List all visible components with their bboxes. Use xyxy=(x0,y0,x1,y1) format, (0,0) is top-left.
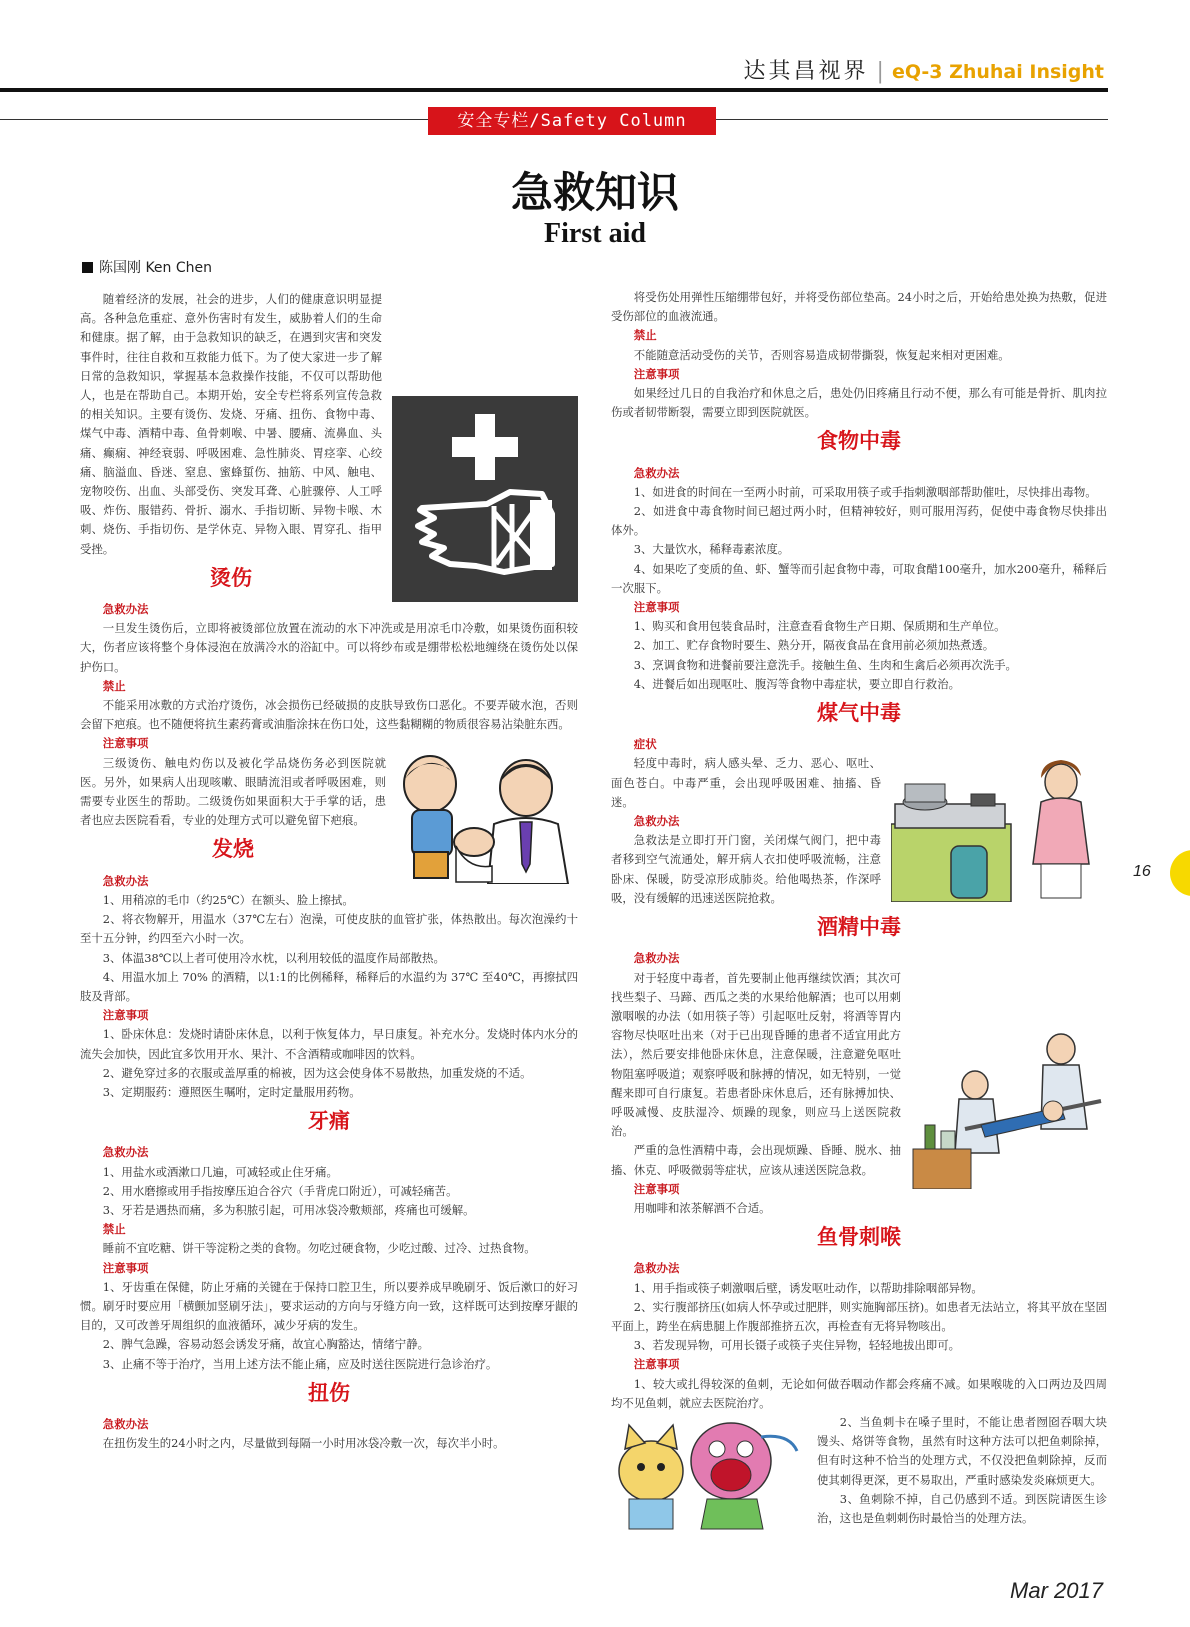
toothache-forbid: 睡前不宜吃糖、饼干等淀粉之类的食物。勿吃过硬食物，少吃过酸、过冷、过热食物。 xyxy=(102,1241,536,1256)
label-note: 注意事项 xyxy=(633,1357,680,1372)
label-note: 注意事项 xyxy=(633,600,680,615)
toothache-method-item: 3、牙若是遇热而痛，多为积脓引起，可用冰袋冷敷颊部，疼痛也可缓解。 xyxy=(102,1202,475,1217)
section-title-burn: 烫伤 xyxy=(210,565,252,590)
column-badge: 安全专栏/Safety Column xyxy=(428,107,716,135)
toothache-note-item: 1、牙齿重在保健，防止牙痛的关键在于保持口腔卫生，所以要养成早晚刷牙、饭后漱口的好习惯。刷牙时要应用「横颤加竖刷牙法」，要求运动的方向与牙缝方向一致，这样既可达到按摩牙龈的目的，又可改善牙周组织的血液循环，减少牙病的发生。 xyxy=(80,1279,578,1333)
toothache-note-item: 3、止痛不等于治疗，当用上述方法不能止痛，应及时送往医院进行急诊治疗。 xyxy=(102,1356,498,1371)
sprain-note: 如果经过几日的自我治疗和休息之后，患处仍旧疼痛且行动不便，那么有可能是骨折、肌肉拉伤或者韧带断裂，需要立即到医院就医。 xyxy=(611,386,1107,420)
label-note: 注意事项 xyxy=(102,736,149,751)
label-method: 急救办法 xyxy=(633,1261,680,1276)
label-note: 注意事项 xyxy=(102,1008,149,1023)
page-number: 16 xyxy=(1133,863,1151,880)
page-tab-marker xyxy=(1170,850,1190,896)
label-forbid: 禁止 xyxy=(102,678,126,693)
brand-english: eQ-3 Zhuhai Insight xyxy=(891,61,1104,83)
burn-method: 一旦发生烫伤后，立即将被烫部位放置在流动的水下冲洗或是用凉毛巾冷敷，如果烫伤面积较大，伤者应该将整个身体浸泡在放满冷水的浴缸中。可以将纱布或是绷带松松地缠绕在烫伤处以保护伤口。 xyxy=(80,621,578,674)
intro-paragraph xyxy=(80,290,578,559)
burn-forbid: 不能采用冰敷的方式治疗烫伤，冰会损伤已经破损的皮肤导致伤口恶化。不要弄破水泡，否则会留下疤痕。也不随便将抗生素药膏或油脂涂抹在伤口处，这些黏糊糊的物质很容易沾染脏东西。 xyxy=(80,698,578,732)
label-note: 注意事项 xyxy=(633,366,680,381)
gas-symptom-text: 轻度中毒时，病人感头晕、乏力、恶心、呕吐、面色苍白。中毒严重，会出现呼吸困难、抽搐、昏迷。 xyxy=(611,756,881,809)
fever-method-item: 3、体温38℃以上者可使用冷水枕，以利用较低的温度作局部散热。 xyxy=(102,950,445,965)
fishbone-method-item: 1、用手指或筷子刺激咽后壁，诱发呕吐动作，以帮助排除咽部异物。 xyxy=(633,1280,983,1295)
square-bullet-icon xyxy=(82,262,93,273)
label-note: 注意事项 xyxy=(102,1260,149,1275)
sprain-method-b: 将受伤处用弹性压缩绷带包好，并将受伤部位垫高。24小时之后，开始给患处换为热敷，促进受伤部位的血液流通。 xyxy=(611,290,1107,324)
food-note-item: 1、购买和食用包装食品时，注意查看食物生产日期、保质期和生产单位。 xyxy=(633,619,1006,634)
section-title-toothache: 牙痛 xyxy=(308,1109,350,1134)
food-method-item: 3、大量饮水，稀释毒素浓度。 xyxy=(633,542,790,557)
label-method: 急救办法 xyxy=(633,465,680,480)
toothache-note-item: 2、脾气急躁，容易动怒会诱发牙痛，故宜心胸豁达，情绪宁静。 xyxy=(102,1337,429,1352)
alcohol-method-1-text: 对于轻度中毒者，首先要制止他再继续饮酒；其次可找些梨子、马蹄、西瓜之类的水果给他解酒；也可以用刺激咽喉的办法（如用筷子等）引起呕吐反射，将酒等胃内容物尽快呕吐出来（对于已出现昏睡的患者不适宜用此方法），然后要安排他卧床休息，注意保暖，注意避免呕吐物阻塞呼吸道；观察呼吸和脉搏的情况，如无特别，一觉醒来即可自行康复。若患者卧床休息后，还有脉搏加快、呼吸减慢、皮肤湿冷、烦躁的现象，则应马上送医院救治。 xyxy=(611,970,901,1139)
doctor-treating-child-illustration xyxy=(396,754,578,884)
food-method-item: 4、如果吃了变质的鱼、虾、蟹等而引起食物中毒，可取食醋100毫升，加水200毫升，稀释后一次服下。 xyxy=(611,561,1107,595)
brand-chinese: 达其昌视界 xyxy=(743,59,869,84)
cartoon-cat-choking-illustration xyxy=(611,1413,807,1531)
article-title-en: First aid xyxy=(544,218,646,249)
food-note-item: 4、进餐后如出现呕吐、腹泻等食物中毒症状，要立即自行救治。 xyxy=(633,676,960,691)
label-symptom: 症状 xyxy=(633,737,657,752)
label-method: 急救办法 xyxy=(633,951,680,966)
section-title-fever: 发烧 xyxy=(212,837,254,862)
label-method: 急救办法 xyxy=(102,1416,149,1431)
fever-method-item: 2、将衣物解开，用温水（37℃左右）泡澡，可使皮肤的血管扩张，体热散出。每次泡澡约十至十五分钟，约四至六小时一次。 xyxy=(80,912,578,946)
author-name: 陈国刚 Ken Chen xyxy=(99,260,213,276)
gas-method: 急救法是立即打开门窗，关闭煤气阀门，把中毒者移到空气流通处，解开病人衣扣使呼吸流畅，注意卧床、保暖，防受凉形成肺炎。给他喝热茶，作深呼吸，没有缓解的迅速送医院抢救。 xyxy=(611,833,881,905)
section-title-sprain: 扭伤 xyxy=(308,1380,350,1405)
fishbone-method-item: 3、若发现异物，可用长镊子或筷子夹住异物，轻轻地拔出即可。 xyxy=(633,1338,960,1353)
section-title-alcohol-poisoning: 酒精中毒 xyxy=(817,915,901,940)
label-method: 急救办法 xyxy=(102,602,149,617)
food-note-item: 2、加工、贮存食物时要生、熟分开，隔夜食品在食用前必须加热煮透。 xyxy=(633,638,995,653)
section-title-fishbone: 鱼骨刺喉 xyxy=(817,1225,901,1250)
alcohol-method-2: 严重的急性酒精中毒，会出现烦躁、昏睡、脱水、抽搐、休克、呼吸微弱等症状，应该从速送医院急救。 xyxy=(611,1143,901,1177)
fever-method-item: 1、用稍凉的毛巾（约25℃）在额头、脸上擦拭。 xyxy=(102,892,354,907)
magazine-brand xyxy=(744,54,1104,85)
left-column xyxy=(80,290,578,1453)
label-method: 急救办法 xyxy=(102,873,149,888)
first-aid-hand-icon xyxy=(392,396,578,602)
alcohol-note: 用咖啡和浓茶解酒不合适。 xyxy=(633,1200,771,1215)
label-note: 注意事项 xyxy=(633,1181,680,1196)
author-line xyxy=(82,257,212,277)
gas-symptom xyxy=(611,754,1107,812)
label-method: 急救办法 xyxy=(633,814,680,829)
fever-note-item: 3、定期服药：遵照医生嘱咐，定时定量服用药物。 xyxy=(102,1084,361,1099)
food-method-item: 1、如进食的时间在一至两小时前，可采取用筷子或手指刺激咽部帮助催吐，尽快排出毒物。 xyxy=(633,484,1097,499)
burn-note xyxy=(80,754,578,831)
label-method: 急救办法 xyxy=(102,1145,149,1160)
fever-method-item: 4、用温水加上 70% 的酒精，以1:1的比例稀释，稀释后的水温约为 37℃ 至40℃，再擦拭四肢及背部。 xyxy=(80,969,578,1003)
alcohol-method-1 xyxy=(611,969,1107,1142)
toothache-method-item: 1、用盐水或酒漱口几遍，可减轻或止住牙痛。 xyxy=(102,1164,338,1179)
fishbone-note-item xyxy=(611,1413,1107,1490)
gas-kitchen-illustration xyxy=(891,754,1107,902)
food-note-item: 3、烹调食物和进餐前要注意洗手。接触生鱼、生肉和生禽后必须再次洗手。 xyxy=(633,657,1017,672)
brand-separator: | xyxy=(876,59,884,84)
section-title-food-poisoning: 食物中毒 xyxy=(817,429,901,454)
header-rule-thick xyxy=(0,88,1108,92)
fishbone-note-item: 3、鱼刺除不掉，自己仍感到不适。到医院请医生诊治，这也是鱼刺刺伤时最恰当的处理方法。 xyxy=(817,1491,1107,1525)
fishbone-note-item: 1、较大或扎得较深的鱼刺，无论如何做吞咽动作都会疼痛不减。如果喉咙的入口两边及四周均不见鱼刺，就应去医院治疗。 xyxy=(611,1376,1107,1410)
fishbone-method-item: 2、实行腹部挤压(如病人怀孕或过肥胖，则实施胸部压挤)。如患者无法站立，将其平放在坚固平面上，跨坐在病患腿上作腹部推挤五次，再检查有无将异物咳出。 xyxy=(611,1299,1107,1333)
fever-note-item: 1、卧床休息：发烧时请卧床休息，以利于恢复体力，早日康复。补充水分。发烧时体内水分的流失会加快，因此宜多饮用开水、果汁、不含酒精或咖啡因的饮料。 xyxy=(80,1027,578,1061)
sprain-forbid: 不能随意活动受伤的关节，否则容易造成韧带撕裂，恢复起来相对更困难。 xyxy=(633,347,1010,362)
label-forbid: 禁止 xyxy=(633,328,657,343)
stretcher-rescue-illustration xyxy=(911,1029,1107,1189)
toothache-method-item: 2、用水磨擦或用手指按摩压迫合谷穴（手背虎口附近），可减轻痛苦。 xyxy=(102,1183,458,1198)
fever-note-item: 2、避免穿过多的衣服或盖厚重的棉被，因为这会使身体不易散热，加重发烧的不适。 xyxy=(102,1065,532,1080)
burn-note-text: 三级烫伤、触电灼伤以及被化学品烧伤务必到医院就医。另外，如果病人出现咳嗽、眼睛流泪或者呼吸困难，则需要专业医生的帮助。二级烫伤如果面积大于手掌的话，患者也应去医院看看，专业的处理方式可以避免留下疤痕。 xyxy=(80,755,386,828)
issue-date: Mar 2017 xyxy=(1010,1578,1103,1603)
food-method-item: 2、如进食中毒食物时间已超过两小时，但精神较好，则可服用泻药，促使中毒食物尽快排出体外。 xyxy=(611,504,1107,538)
label-forbid: 禁止 xyxy=(102,1222,126,1237)
fishbone-note-2-text: 2、当鱼刺卡在嗓子里时，不能让患者囫囵吞咽大块馒头、烙饼等食物，虽然有时这种方法可以把鱼刺除掉，但有时这种不恰当的处理方式，不仅没把鱼刺除掉，反而使其刺得更深，更不易取出，严重时感染发炎麻烦更大。 xyxy=(817,1414,1107,1487)
article-title-zh: 急救知识 xyxy=(510,168,679,217)
section-title-gas-poisoning: 煤气中毒 xyxy=(817,701,901,726)
intro-text: 随着经济的发展，社会的进步，人们的健康意识明显提高。各种急危重症、意外伤害时有发生，威胁着人们的生命和健康。据了解，由于急救知识的缺乏，在遇到灾害和突发事件时，往往自救和互救能力低下。为了使大家进一步了解日常的急救知识，掌握基本急救操作技能，不仅可以帮助他人，也是在帮助自己。本期开始，安全专栏将系列宣传急救的相关知识。主要有烫伤、发烧、牙痛、扭伤、食物中毒、煤气中毒、酒精中毒、鱼骨刺喉、中暑、腰痛、流鼻血、头痛、癫痫、神经衰弱、呼吸困难、急性肺炎、胃痉挛、心绞痛、脑溢血、昏迷、窒息、蜜蜂蜇伤、抽筋、中风、触电、宠物咬伤、出血、头部受伤、突发耳聋、心脏骤停、人工呼吸、炸伤、服错药、骨折、溺水、手指切断、异物卡喉、木刺、烧伤、手指切伤、是学休克、异物入眼、胃穿孔、指甲受挫。 xyxy=(80,292,382,556)
sprain-method-a: 在扭伤发生的24小时之内，尽量做到每隔一小时用冰袋冷敷一次，每次半小时。 xyxy=(102,1436,505,1451)
right-column xyxy=(611,288,1107,1535)
